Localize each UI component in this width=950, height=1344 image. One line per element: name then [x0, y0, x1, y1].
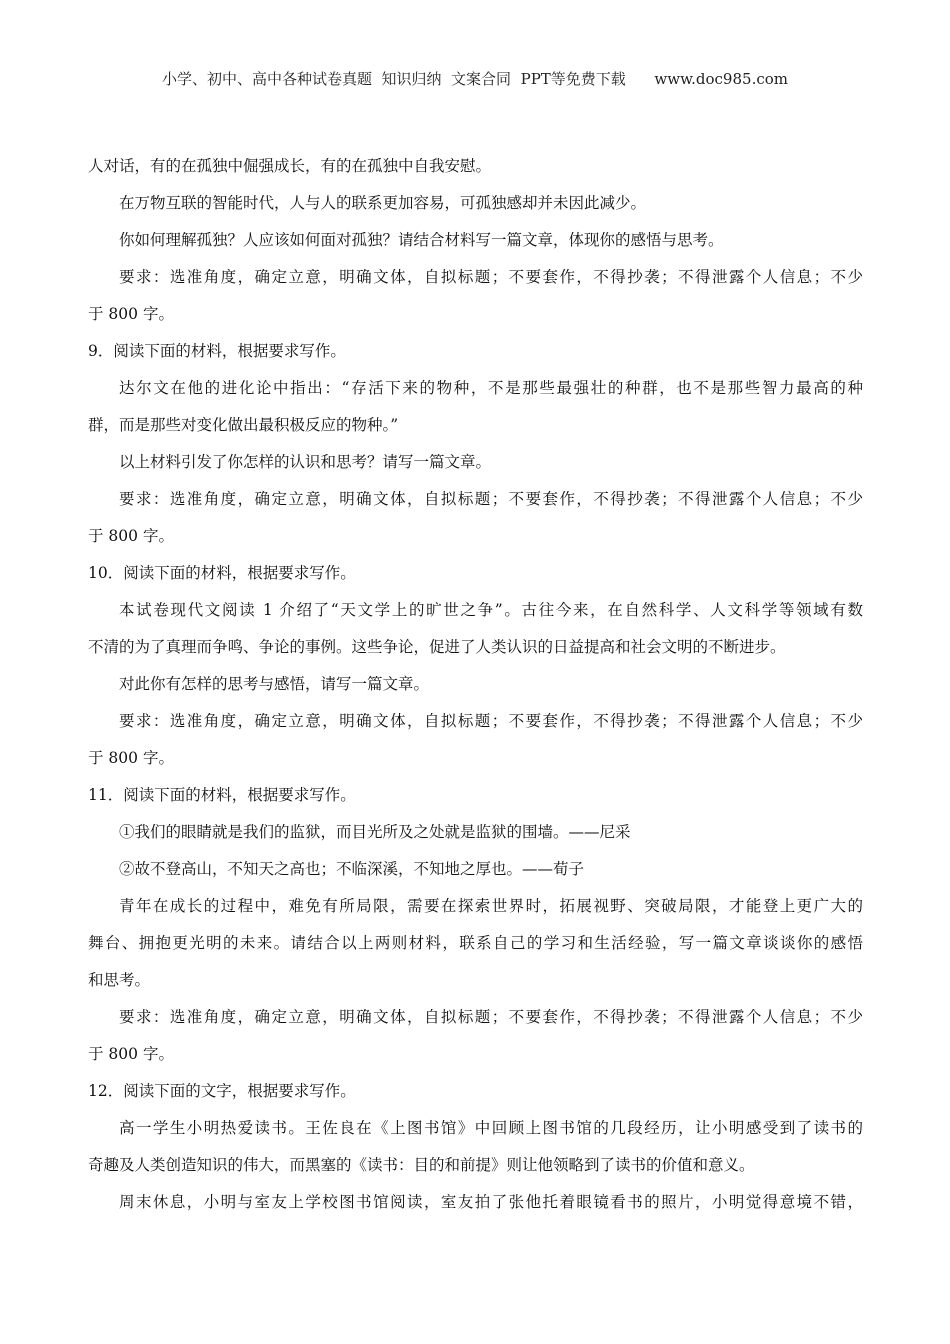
- question-heading-11: 11．阅读下面的材料，根据要求写作。: [88, 786, 356, 804]
- text-line: 奇趣及人类创造知识的伟大，而黑塞的《读书：目的和前提》则让他领略到了读书的价值和意义。: [88, 1156, 755, 1174]
- text-line: 高一学生小明热爱读书。王佐良在《上图书馆》中回顾上图书馆的几段经历，让小明感受到了读书的: [119, 1119, 863, 1137]
- text-line: 要求：选准角度，确定立意，明确文体，自拟标题；不要套作，不得抄袭；不得泄露个人信息；不少: [119, 1008, 863, 1026]
- text-line: 你如何理解孤独？人应该如何面对孤独？请结合材料写一篇文章，体现你的感悟与思考。: [119, 231, 724, 249]
- text-line: 青年在成长的过程中，难免有所局限，需要在探索世界时，拓展视野、突破局限，才能登上更广大的: [119, 897, 863, 915]
- quote-line: ①我们的眼睛就是我们的监狱，而目光所及之处就是监狱的围墙。——尼采: [119, 823, 631, 841]
- text-line: 达尔文在他的进化论中指出：“存活下来的物种，不是那些最强壮的种群，也不是那些智力最高的种: [119, 379, 863, 397]
- text-line: 要求：选准角度，确定立意，明确文体，自拟标题；不要套作，不得抄袭；不得泄露个人信息；不少: [119, 490, 863, 508]
- text-line: 要求：选准角度，确定立意，明确文体，自拟标题；不要套作，不得抄袭；不得泄露个人信息；不少: [119, 712, 863, 730]
- text-line: 周末休息，小明与室友上学校图书馆阅读，室友拍了张他托着眼镜看书的照片，小明觉得意境不错，: [119, 1193, 863, 1211]
- document-body: [88, 148, 863, 1221]
- text-line: 本试卷现代文阅读 1 介绍了“天文学上的旷世之争”。古往今来，在自然科学、人文科学等领域有数: [119, 601, 863, 619]
- question-heading-9: 9．阅读下面的材料，根据要求写作。: [88, 342, 346, 360]
- page-header: 小学、初中、高中各种试卷真题 知识归纳 文案合同 PPT等免费下载 www.doc985.com: [161, 70, 788, 88]
- text-line: 于 800 字。: [88, 305, 174, 323]
- text-line: 舞台、拥抱更光明的未来。请结合以上两则材料，联系自己的学习和生活经验，写一篇文章谈谈你的感悟: [88, 934, 863, 952]
- text-line: 人对话，有的在孤独中倔强成长，有的在孤独中自我安慰。: [88, 157, 492, 175]
- text-line: 于 800 字。: [88, 527, 174, 545]
- text-line: 以上材料引发了你怎样的认识和思考？请写一篇文章。: [119, 453, 492, 471]
- text-line: 和思考。: [88, 971, 151, 989]
- text-line: 对此你有怎样的思考与感悟，请写一篇文章。: [119, 675, 430, 693]
- text-line: 群，而是那些对变化做出最积极反应的物种。”: [88, 416, 399, 434]
- text-line: 要求：选准角度，确定立意，明确文体，自拟标题；不要套作，不得抄袭；不得泄露个人信息；不少: [119, 268, 863, 286]
- text-line: 不清的为了真理而争鸣、争论的事例。这些争论，促进了人类认识的日益提高和社会文明的不断进步。: [88, 638, 786, 656]
- question-heading-12: 12．阅读下面的文字，根据要求写作。: [88, 1082, 356, 1100]
- text-line: 在万物互联的智能时代，人与人的联系更加容易，可孤独感却并未因此减少。: [119, 194, 647, 212]
- quote-line: ②故不登高山，不知天之高也；不临深溪，不知地之厚也。——荀子: [119, 860, 585, 878]
- text-line: 于 800 字。: [88, 749, 174, 767]
- text-line: 于 800 字。: [88, 1045, 174, 1063]
- question-heading-10: 10．阅读下面的材料，根据要求写作。: [88, 564, 356, 582]
